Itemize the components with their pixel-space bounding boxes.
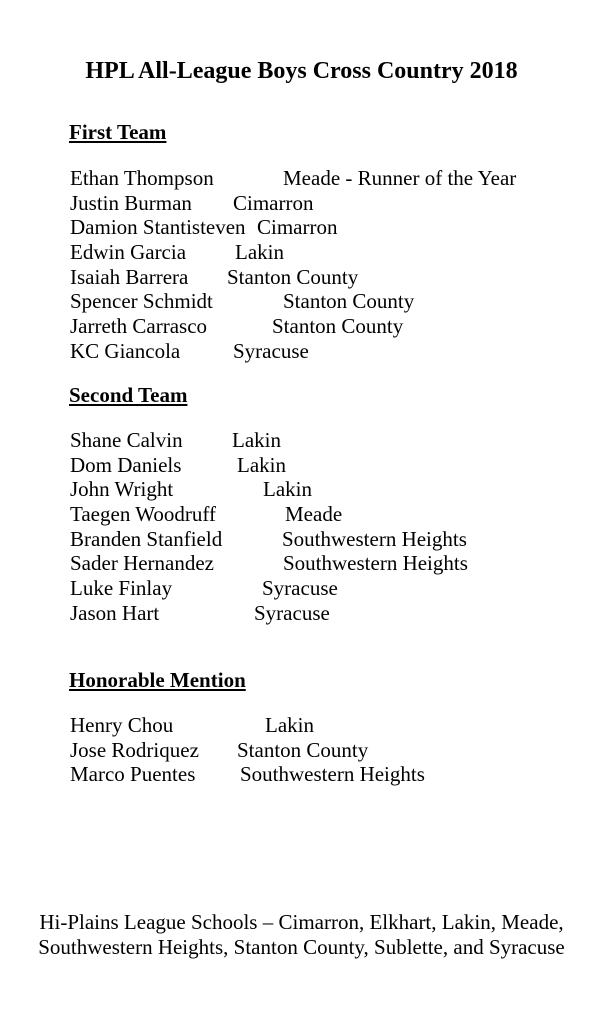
school-name: Stanton County (237, 737, 369, 762)
roster-row (70, 240, 603, 265)
athlete-name: Edwin Garcia (70, 240, 187, 265)
roster-row (70, 477, 603, 502)
school-name: Southwestern Heights (240, 762, 425, 787)
honorable-mention-roster (70, 713, 603, 787)
athlete-name: Jason Hart (70, 600, 160, 625)
roster-row (70, 713, 603, 738)
first-team-roster (70, 166, 603, 364)
athlete-name: Dom Daniels (70, 452, 182, 477)
roster-row (70, 453, 603, 478)
athlete-name: Henry Chou (70, 713, 174, 737)
athlete-name: Ethan Thompson (70, 166, 214, 190)
school-name: Syracuse (254, 600, 330, 625)
athlete-name: Taegen Woodruff (70, 502, 216, 527)
school-name: Syracuse (262, 576, 338, 601)
school-name: Stanton County (283, 289, 415, 314)
athlete-name: Marco Puentes (70, 762, 196, 787)
league-schools-line-2: Southwestern Heights, Stanton County, Sublette, and Syracuse (38, 934, 565, 959)
roster-row (70, 762, 603, 787)
section-heading-honorable-mention: Honorable Mention (69, 668, 246, 692)
school-name: Stanton County (272, 314, 404, 339)
school-name: Lakin (235, 240, 284, 265)
athlete-name: Jose Rodriquez (70, 737, 199, 762)
roster-row (70, 265, 603, 290)
second-team-roster (70, 428, 603, 626)
roster-row (70, 527, 603, 552)
school-name: Stanton County (227, 264, 359, 289)
section-heading-second-team: Second Team (69, 383, 188, 407)
school-name: Lakin (263, 477, 312, 502)
roster-row (70, 191, 603, 216)
athlete-name: John Wright (70, 477, 174, 502)
school-name: Cimarron (233, 190, 314, 215)
athlete-name: Spencer Schmidt (70, 289, 213, 314)
school-name: Lakin (232, 428, 281, 452)
school-name: Southwestern Heights (282, 526, 467, 551)
school-name: Meade - Runner of the Year (283, 166, 517, 190)
athlete-name: Luke Finlay (70, 576, 173, 601)
roster-row (70, 215, 603, 240)
section-heading-first-team: First Team (69, 120, 167, 144)
athlete-name: Isaiah Barrera (70, 264, 189, 289)
roster-row (70, 314, 603, 339)
athlete-name: Shane Calvin (70, 428, 183, 452)
school-name: Lakin (265, 713, 314, 737)
school-name: Syracuse (233, 338, 309, 363)
roster-row (70, 738, 603, 763)
roster-row (70, 601, 603, 626)
league-schools-note (0, 910, 603, 959)
league-schools-line-1: Hi-Plains League Schools – Cimarron, Elkhart, Lakin, Meade, (39, 910, 564, 934)
document-title: HPL All-League Boys Cross Country 2018 (85, 58, 518, 84)
school-name: Southwestern Heights (283, 551, 468, 576)
school-name: Meade (285, 502, 343, 527)
roster-row (70, 428, 603, 453)
roster-row (70, 502, 603, 527)
roster-row (70, 166, 603, 191)
athlete-name: Justin Burman (70, 190, 192, 215)
school-name: Lakin (237, 452, 286, 477)
school-name: Cimarron (257, 215, 338, 240)
athlete-name: KC Giancola (70, 338, 181, 363)
athlete-name: Jarreth Carrasco (70, 314, 208, 339)
athlete-name: Sader Hernandez (70, 551, 215, 576)
roster-row (70, 576, 603, 601)
roster-row (70, 289, 603, 314)
athlete-name: Damion Stantisteven (70, 215, 246, 240)
athlete-name: Branden Stanfield (70, 526, 223, 551)
roster-row (70, 551, 603, 576)
roster-row (70, 339, 603, 364)
